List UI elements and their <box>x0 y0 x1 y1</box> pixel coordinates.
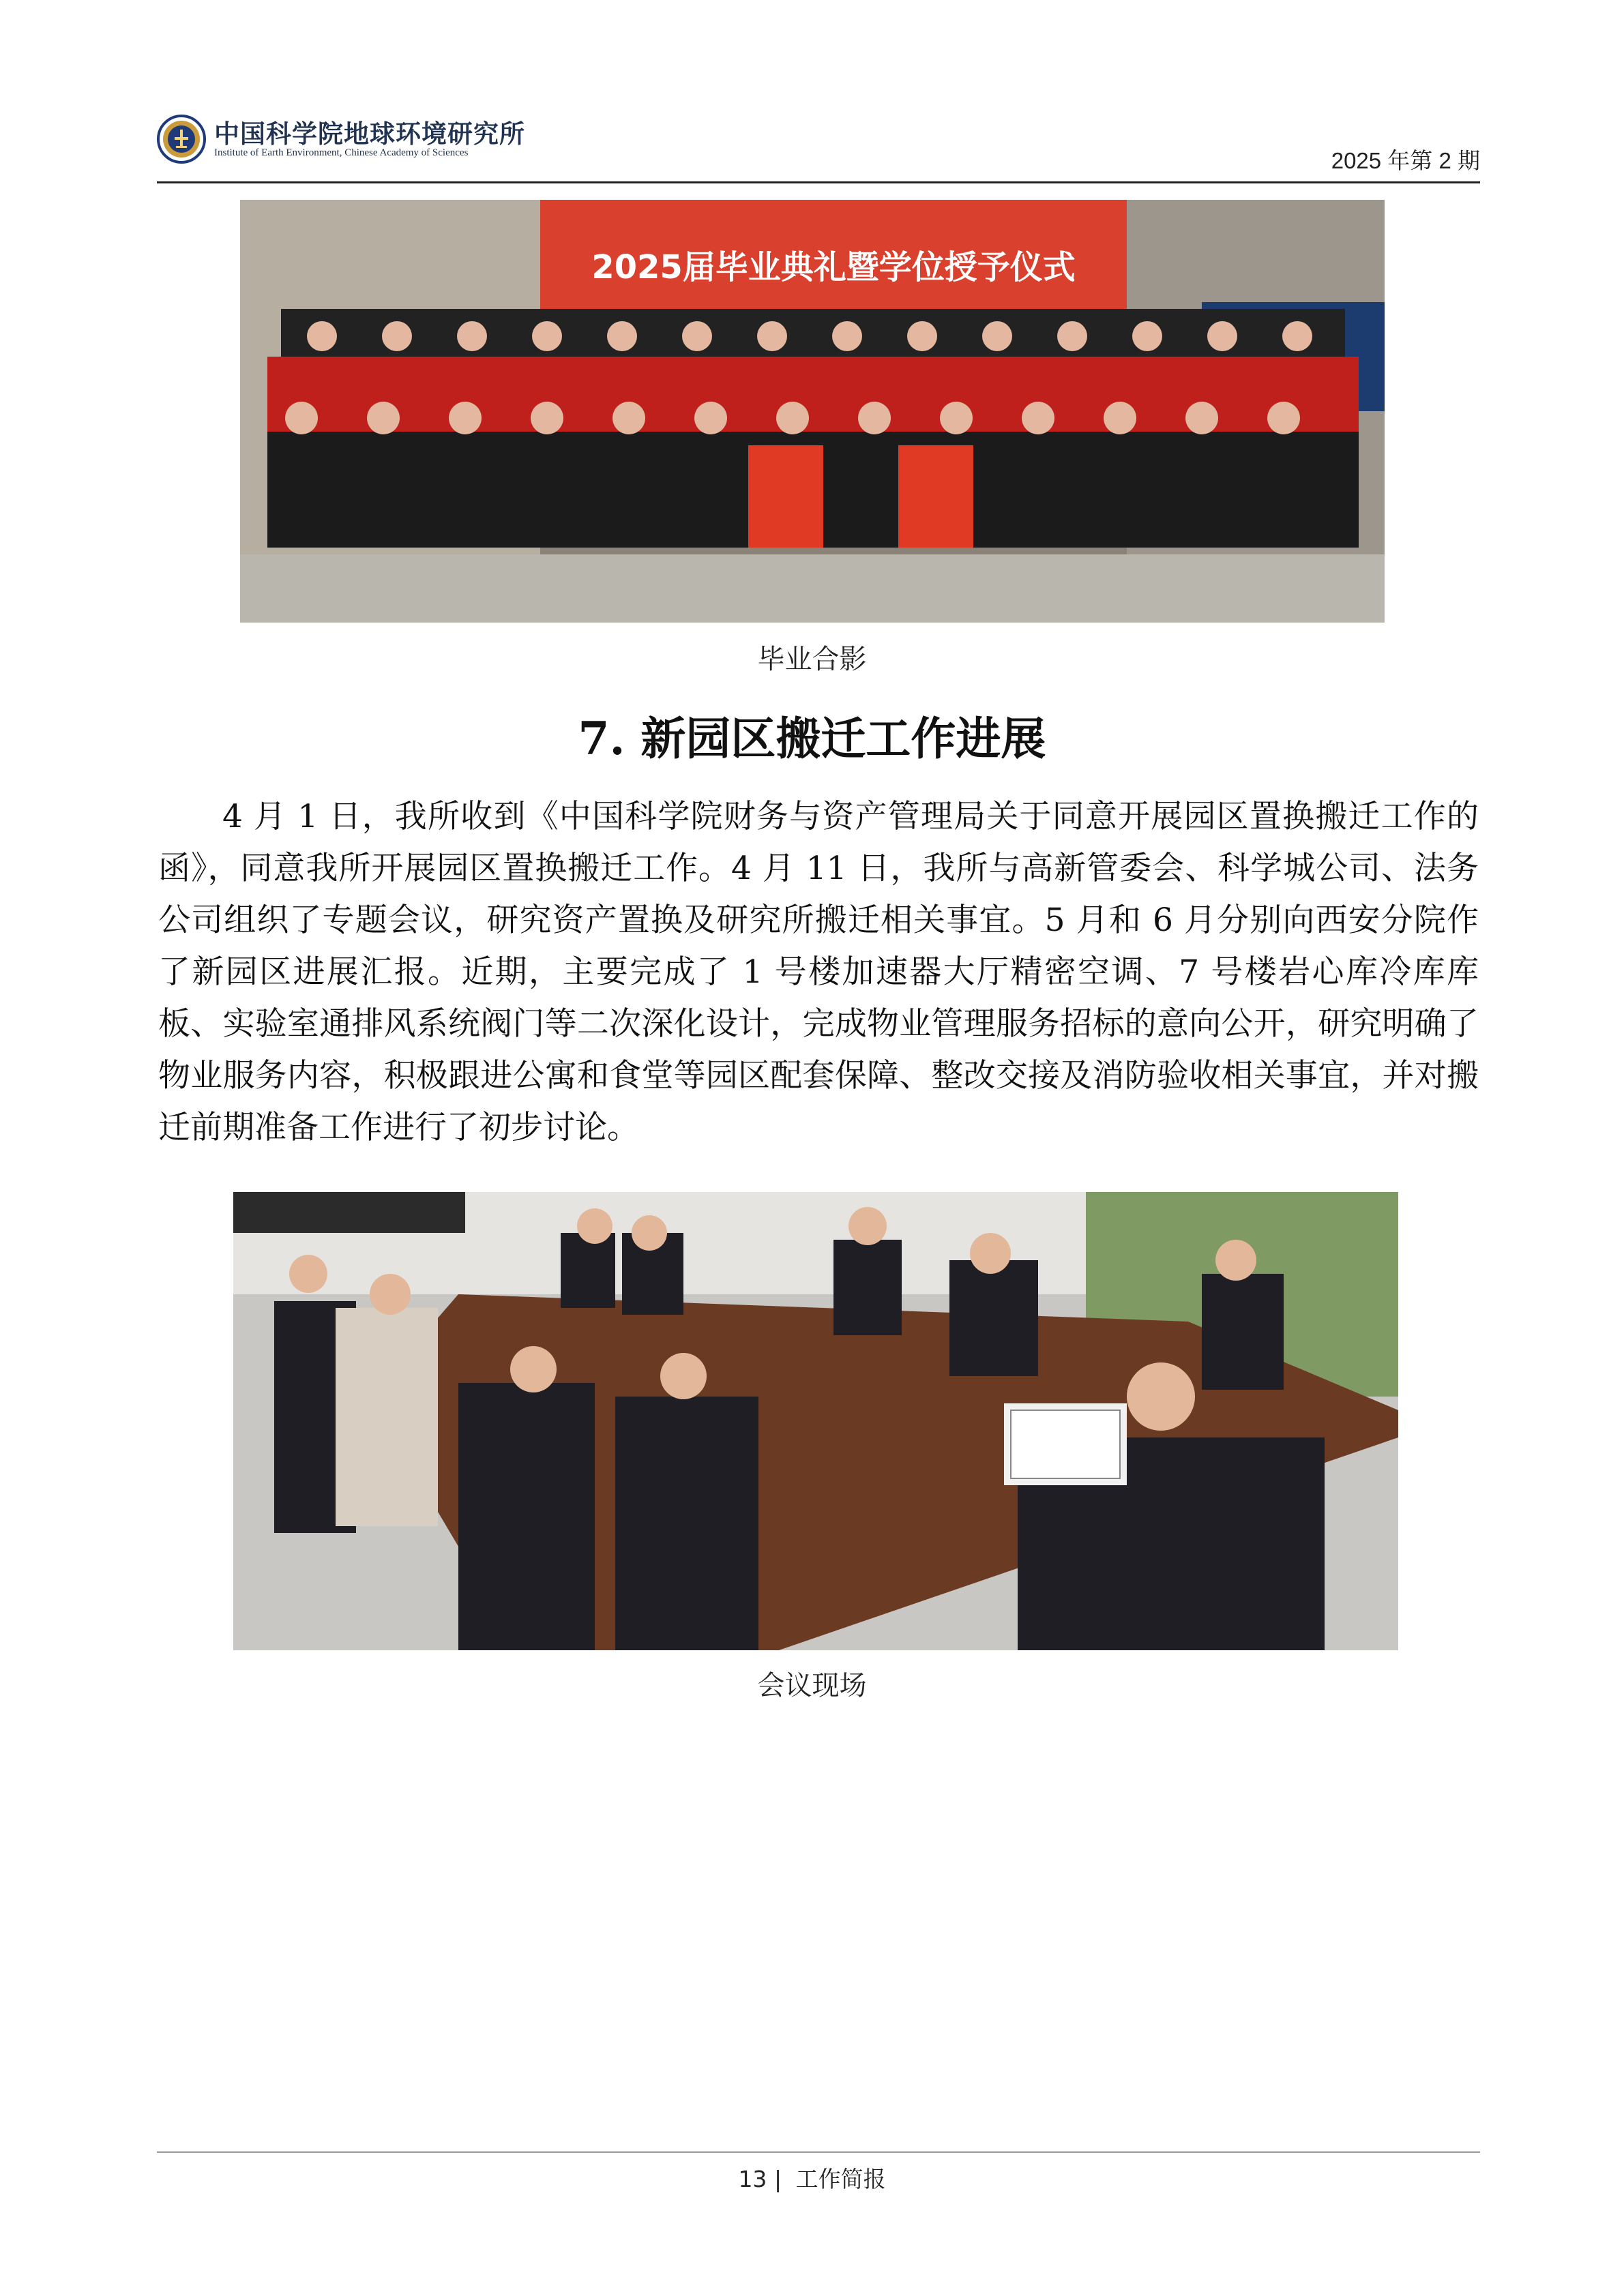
institute-logo <box>157 115 206 164</box>
section-paragraph: 4 月 1 日，我所收到《中国科学院财务与资产管理局关于同意开展园区置换搬迁工作的函》，同意我所开展园区置换搬迁工作。4 月 11 日，我所与高新管委会、科学城公司、法务公司组织了专题会议，研究资产置换及研究所搬迁相关事宜。5 月和 6 月分别向西安分院作了新园区进展汇报。近期，主要完成了 1 号楼加速器大厅精密空调、7 号楼岩心库冷库库板、实验室通排风系统阀门等二次深化设计，完成物业管理服务招标的意向公开，研究明确了物业服务内容，积极跟进公寓和食堂等园区配套保障、整改交接及消防验收相关事宜，并对搬迁前期准备工作进行了初步讨论。 <box>158 798 1479 1146</box>
section-title: 7. 新园区搬迁工作进展 <box>578 712 1046 765</box>
header-rule <box>157 181 1480 183</box>
graduation-photo <box>240 200 1385 623</box>
page-header <box>157 109 1480 183</box>
meeting-photo <box>233 1192 1398 1650</box>
footer-rule <box>157 2151 1480 2153</box>
issue-number: 2025 年第 2 期 <box>1331 148 1480 173</box>
photo1-caption: 毕业合影 <box>757 644 867 675</box>
photo2-caption: 会议现场 <box>757 1670 867 1701</box>
backdrop-title: 2025届毕业典礼暨学位授予仪式 <box>591 248 1076 286</box>
page-footer <box>0 2162 1624 2194</box>
org-name-cn: 中国科学院地球环境研究所 <box>214 119 525 149</box>
footer-separator: | <box>773 2166 782 2192</box>
org-name-en: Institute of Earth Environment, Chinese Academy of Sciences <box>214 147 469 158</box>
page-number: 13 <box>738 2166 767 2192</box>
publication-name: 工作简报 <box>795 2166 886 2192</box>
